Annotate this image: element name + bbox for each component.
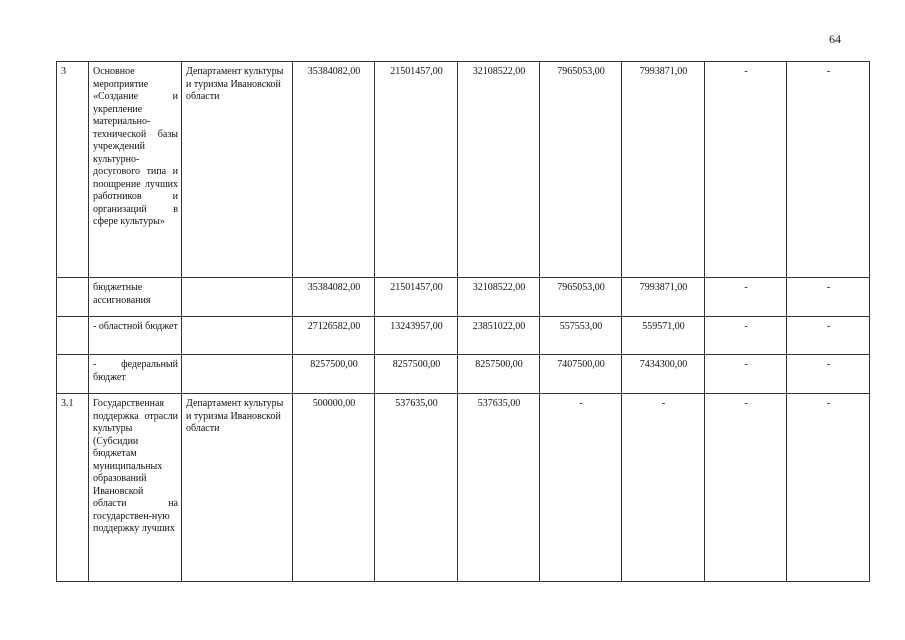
value-cell: - [705, 278, 787, 317]
row-index-cell: 3 [57, 62, 89, 278]
table-row [57, 317, 870, 355]
executor-cell [182, 278, 293, 317]
budget-table [56, 61, 870, 582]
value-cell: 7407500,00 [540, 355, 622, 394]
activity-name-cell: Государственная поддержка отрасли культуры (Субсидии бюджетам муниципальных образований Ивановской области на государствен-ную поддержку лучших [89, 394, 182, 582]
value-cell: - [705, 355, 787, 394]
page-number: 64 [829, 32, 841, 46]
value-cell: 7965053,00 [540, 62, 622, 278]
row-index-cell: 3.1 [57, 394, 89, 582]
executor-cell [182, 317, 293, 355]
activity-name-cell: - федеральный бюджет [89, 355, 182, 394]
table-row [57, 278, 870, 317]
value-cell: 500000,00 [293, 394, 375, 582]
executor-cell [182, 355, 293, 394]
value-cell: 32108522,00 [458, 278, 540, 317]
value-cell: - [705, 62, 787, 278]
value-cell: 32108522,00 [458, 62, 540, 278]
value-cell: - [705, 394, 787, 582]
row-index-cell [57, 278, 89, 317]
table-row [57, 62, 870, 278]
value-cell: 537635,00 [458, 394, 540, 582]
value-cell: 557553,00 [540, 317, 622, 355]
row-index-cell [57, 355, 89, 394]
value-cell: 13243957,00 [375, 317, 458, 355]
value-cell: 7965053,00 [540, 278, 622, 317]
value-cell: 8257500,00 [293, 355, 375, 394]
value-cell: - [540, 394, 622, 582]
table-row [57, 355, 870, 394]
value-cell: - [787, 278, 870, 317]
value-cell: 537635,00 [375, 394, 458, 582]
executor-cell: Департамент культуры и туризма Ивановской области [182, 394, 293, 582]
value-cell: 559571,00 [622, 317, 705, 355]
value-cell: - [787, 355, 870, 394]
value-cell: 27126582,00 [293, 317, 375, 355]
value-cell: - [622, 394, 705, 582]
activity-name-cell: Основное мероприятие «Создание и укрепление материально-технической базы учреждений культурно-досугового типа и поощрение лучших работников и организаций в сфере культуры» [89, 62, 182, 278]
value-cell: 8257500,00 [375, 355, 458, 394]
activity-name-cell: бюджетные ассигнования [89, 278, 182, 317]
executor-cell: Департамент культуры и туризма Ивановской области [182, 62, 293, 278]
value-cell: 23851022,00 [458, 317, 540, 355]
value-cell: - [787, 62, 870, 278]
value-cell: 35384082,00 [293, 62, 375, 278]
value-cell: 7434300,00 [622, 355, 705, 394]
value-cell: 7993871,00 [622, 278, 705, 317]
value-cell: 35384082,00 [293, 278, 375, 317]
value-cell: 8257500,00 [458, 355, 540, 394]
activity-name-cell: - областной бюджет [89, 317, 182, 355]
value-cell: - [705, 317, 787, 355]
value-cell: - [787, 394, 870, 582]
row-index-cell [57, 317, 89, 355]
value-cell: 7993871,00 [622, 62, 705, 278]
value-cell: 21501457,00 [375, 278, 458, 317]
value-cell: - [787, 317, 870, 355]
value-cell: 21501457,00 [375, 62, 458, 278]
table-row [57, 394, 870, 582]
